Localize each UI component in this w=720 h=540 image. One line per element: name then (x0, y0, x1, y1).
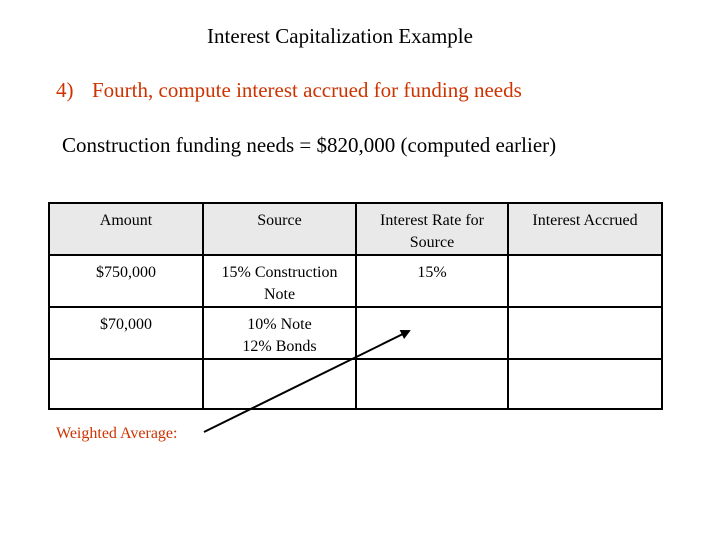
cell-source: 15% Construction Note (203, 255, 356, 307)
cell-amount: $750,000 (49, 255, 203, 307)
slide-title: Interest Capitalization Example (207, 24, 473, 48)
header-source: Source (203, 203, 356, 255)
arrow-line (204, 331, 409, 432)
header-interest-accrued: Interest Accrued (508, 203, 662, 255)
cell-rate: 15% (356, 255, 508, 307)
cell-source: 10% Note 12% Bonds (203, 307, 356, 359)
header-interest-rate: Interest Rate for Source (356, 203, 508, 255)
weighted-average-label: Weighted Average: (56, 425, 178, 442)
step-number: 4) (56, 78, 74, 102)
header-amount: Amount (49, 203, 203, 255)
funding-needs-text: Construction funding needs = $820,000 (computed earlier) (62, 133, 557, 157)
cell-amount: $70,000 (49, 307, 203, 359)
step-text: Fourth, compute interest accrued for funding needs (92, 78, 522, 102)
